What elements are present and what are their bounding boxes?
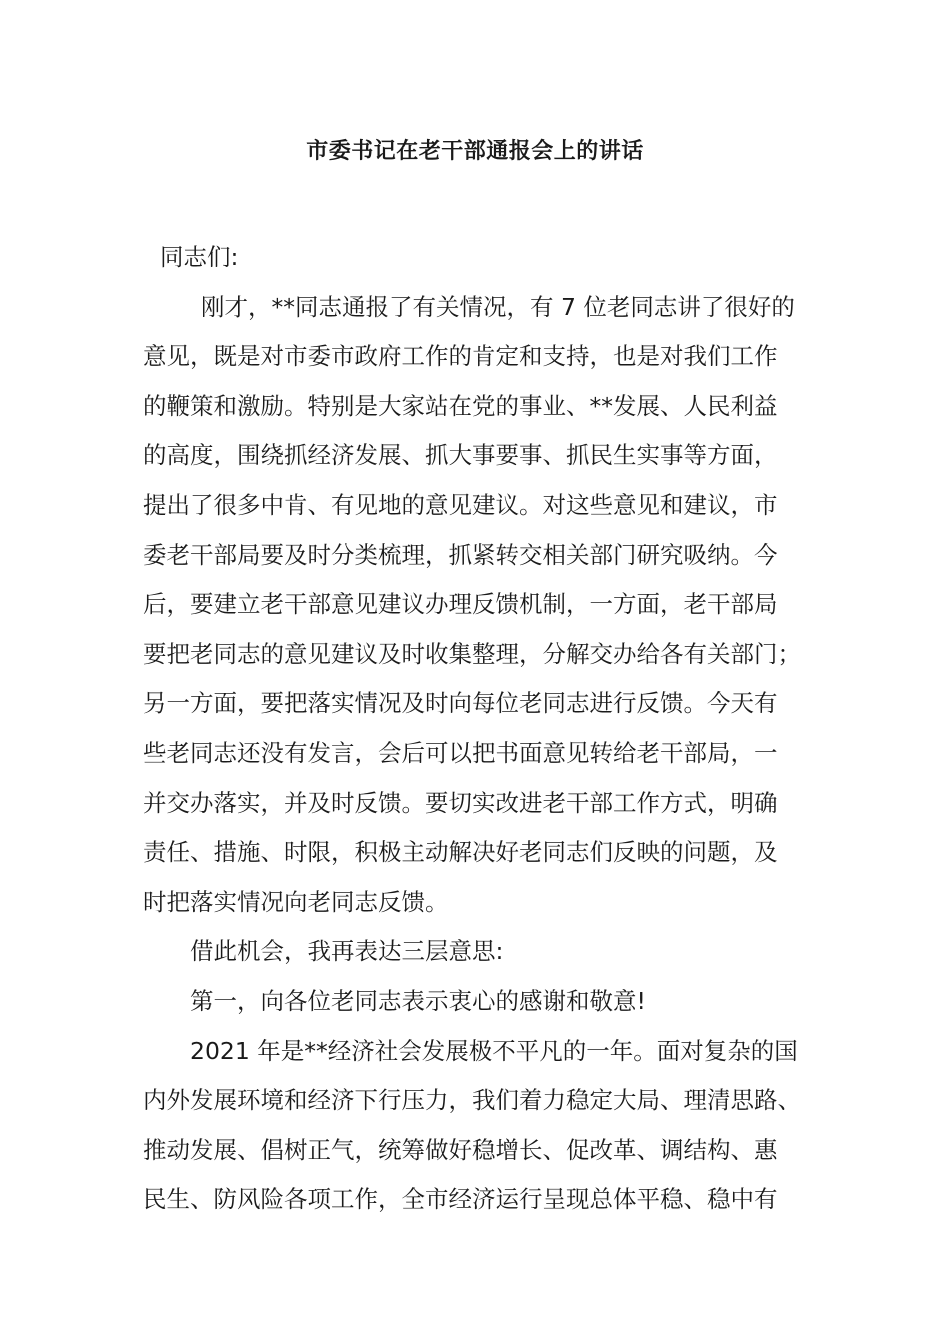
paragraph-line: 要把老同志的意见建议及时收集整理，分解交办给各有关部门； [143,639,801,668]
paragraph-line: 的高度，围绕抓经济发展、抓大事要事、抓民生实事等方面， [143,441,778,470]
paragraph-line: 借此机会，我再表达三层意思: [190,937,504,966]
paragraph-line: 的鞭策和激励。特别是大家站在党的事业、**发展、人民利益 [143,391,778,420]
document-title: 市委书记在老干部通报会上的讲话 [306,139,644,164]
paragraph-line: 责任、措施、时限，积极主动解决好老同志们反映的问题，及 [143,838,778,867]
paragraph-line: 民生、防风险各项工作，全市经济运行呈现总体平稳、稳中有 [143,1185,778,1214]
paragraph-line: 委老干部局要及时分类梳理，抓紧转交相关部门研究吸纳。今 [143,540,778,569]
paragraph-line: 时把落实情况向老同志反馈。 [143,887,449,916]
paragraph-line: 后，要建立老干部意见建议办理反馈机制，一方面，老干部局 [143,590,778,619]
paragraph-line: 内外发展环境和经济下行压力，我们着力稳定大局、理清思路、 [143,1086,801,1115]
paragraph-line: 2021 年是**经济社会发展极不平凡的一年。面对复杂的国 [190,1036,798,1065]
paragraph-line: 并交办落实，并及时反馈。要切实改进老干部工作方式，明确 [143,788,778,817]
paragraph-line: 另一方面，要把落实情况及时向每位老同志进行反馈。今天有 [143,689,778,718]
paragraph-line: 些老同志还没有发言，会后可以把书面意见转给老干部局，一 [143,738,778,767]
paragraph-line: 意见，既是对市委市政府工作的肯定和支持，也是对我们工作 [143,342,778,371]
paragraph-line: 刚才，**同志通报了有关情况，有 7 位老同志讲了很好的 [201,292,795,321]
document-body [143,233,813,1225]
paragraph-line: 提出了很多中肯、有见地的意见建议。对这些意见和建议，市 [143,490,778,519]
paragraph-line: 第一，向各位老同志表示衷心的感谢和敬意! [190,986,646,1015]
salutation: 同志们: [160,243,239,271]
paragraph-line: 推动发展、倡树正气，统筹做好稳增长、促改革、调结构、惠 [143,1135,778,1164]
